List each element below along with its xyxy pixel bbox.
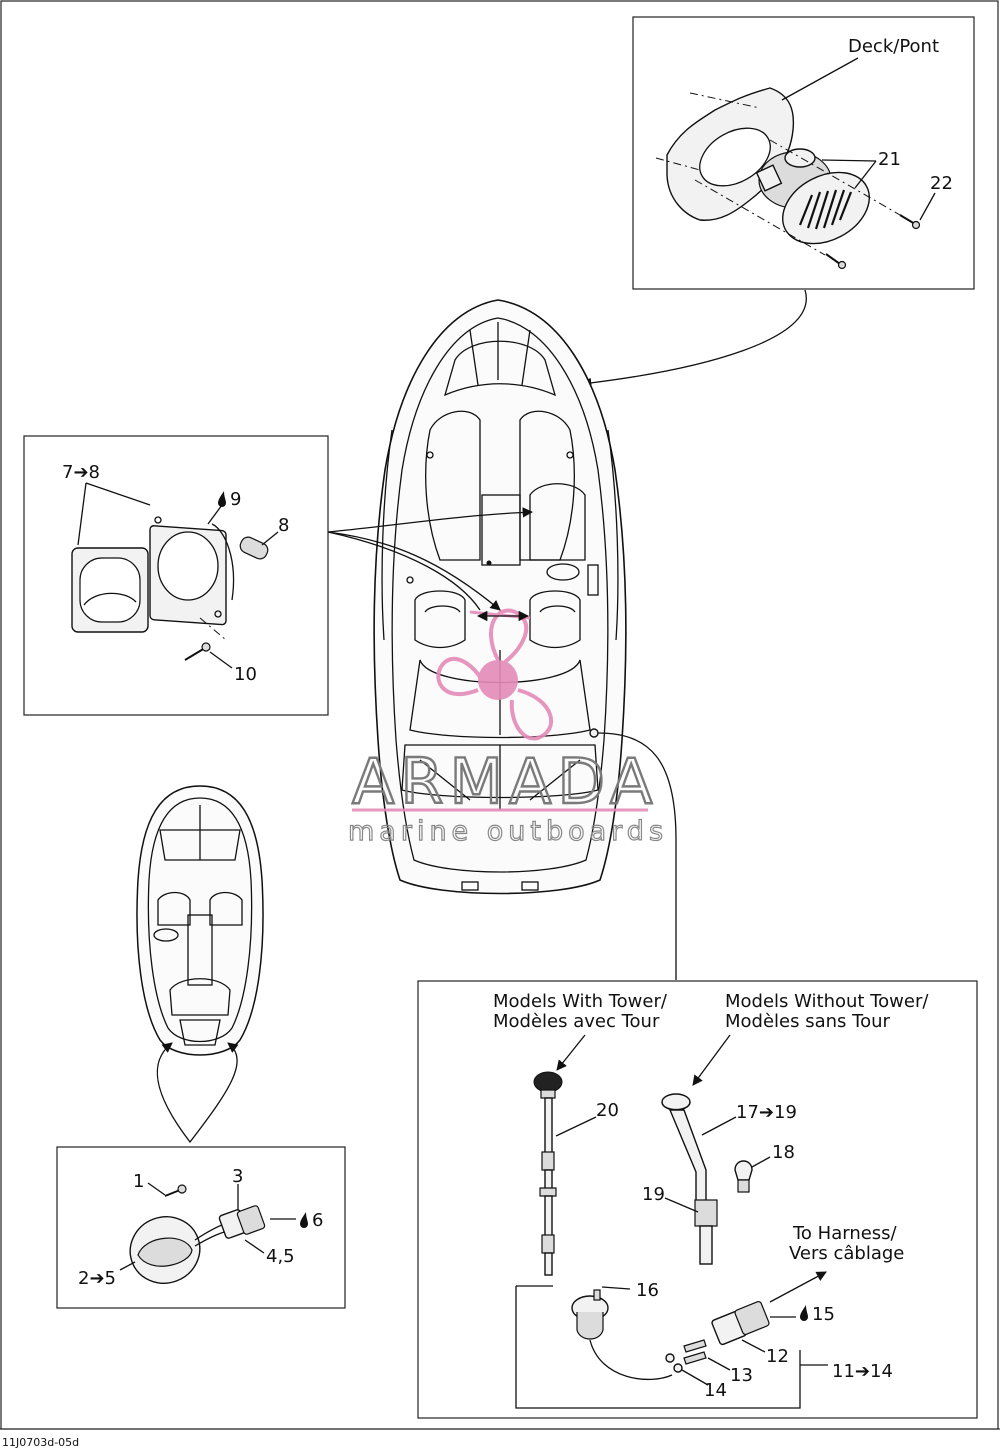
boat-rear-view — [137, 786, 263, 1055]
stern-light-location-arrow — [157, 1043, 237, 1142]
callout-19: 19 — [642, 1184, 665, 1205]
callout-13: 13 — [730, 1365, 753, 1386]
label-models-without-tower-fr: Modèles sans Tour — [725, 1011, 890, 1032]
callout-1: 1 — [133, 1171, 145, 1192]
courtesy-light-detail-box — [24, 436, 328, 715]
callout-20: 20 — [596, 1100, 619, 1121]
callout-22: 22 — [930, 173, 953, 194]
callout-14: 14 — [704, 1380, 727, 1401]
all-round-light-detail-box — [418, 981, 977, 1418]
callout-11-14: 11➔14 — [832, 1361, 893, 1382]
label-models-with-tower-fr: Modèles avec Tour — [493, 1011, 660, 1032]
label-to-harness-en: To Harness/ — [793, 1223, 897, 1244]
label-models-without-tower-en: Models Without Tower/ — [725, 991, 929, 1012]
harness-connector — [711, 1301, 770, 1346]
horn-screw — [826, 254, 846, 269]
spare-bulb — [735, 1161, 752, 1192]
callout-15: 15 — [812, 1304, 835, 1325]
drop-icon — [300, 1212, 308, 1228]
callout-10: 10 — [234, 664, 257, 685]
callout-16: 16 — [636, 1280, 659, 1301]
tower-light-pole — [534, 1072, 562, 1275]
no-tower-light-pole — [662, 1094, 717, 1264]
callout-9: 9 — [230, 489, 242, 510]
horn-location-arrow — [582, 290, 806, 384]
callout-deck-pont: Deck/Pont — [848, 36, 940, 57]
stern-light-detail-box — [57, 1147, 345, 1308]
callout-6: 6 — [312, 1210, 324, 1231]
horn-detail-box — [633, 17, 974, 289]
label-models-with-tower-en: Models With Tower/ — [493, 991, 667, 1012]
callout-2-5: 2➔5 — [78, 1268, 116, 1289]
callout-18: 18 — [772, 1142, 795, 1163]
callout-7-8: 7➔8 — [62, 462, 100, 483]
callout-12: 12 — [766, 1346, 789, 1367]
callout-21: 21 — [878, 149, 901, 170]
callout-8: 8 — [278, 515, 290, 536]
drop-icon — [800, 1305, 808, 1321]
label-to-harness-fr: Vers câblage — [789, 1243, 905, 1264]
callout-4-5: 4,5 — [266, 1246, 295, 1267]
drop-icon — [218, 491, 226, 507]
watermark-brand: ARMADA — [352, 745, 659, 818]
watermark-tagline: marine outboards — [348, 816, 669, 847]
terminals — [666, 1340, 706, 1372]
light-bulb — [238, 535, 270, 561]
callout-17-19: 17➔19 — [736, 1102, 797, 1123]
callout-3: 3 — [232, 1166, 244, 1187]
diagram-id: 11J0703d-05d — [2, 1436, 80, 1449]
horn-screw — [900, 215, 920, 229]
